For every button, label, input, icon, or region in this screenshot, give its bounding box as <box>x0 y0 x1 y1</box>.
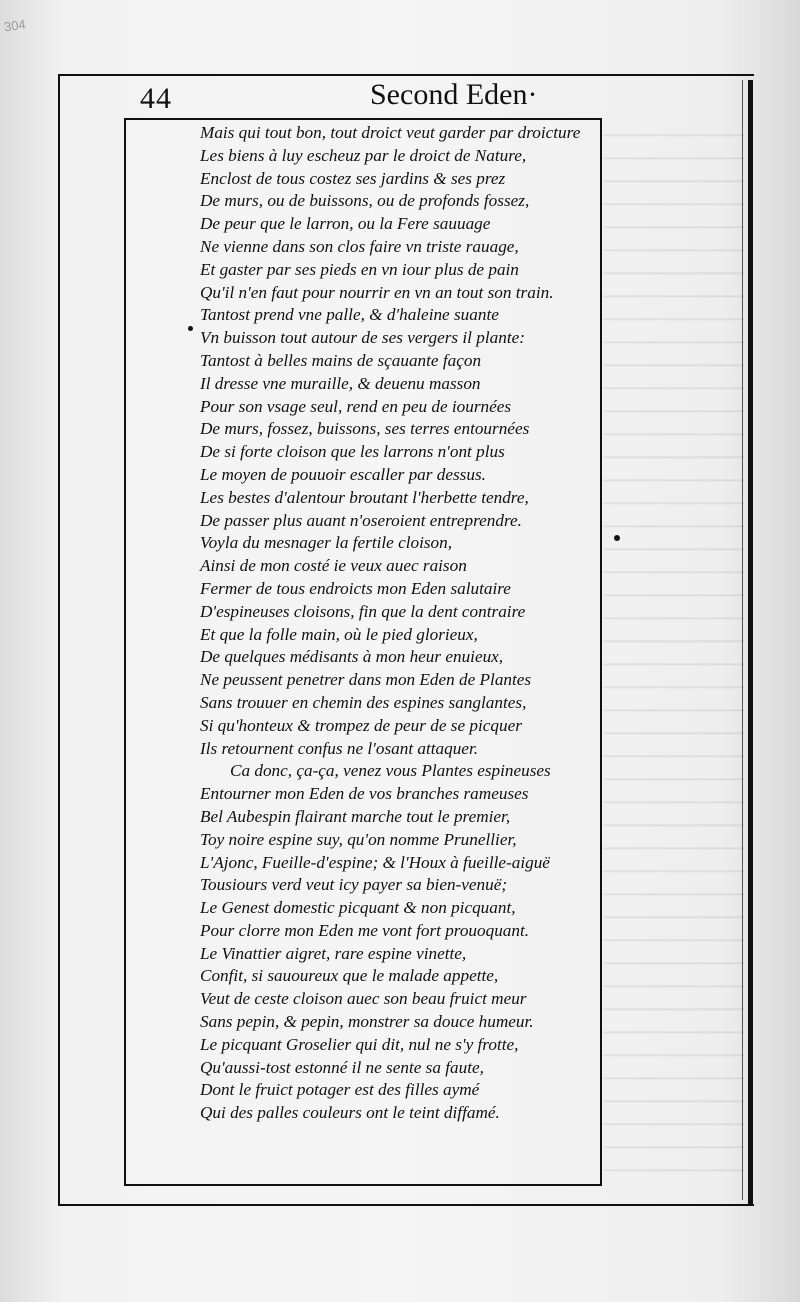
poem-line: De quelques médisants à mon heur enuieux, <box>200 647 504 667</box>
page-number: 44 <box>140 82 172 115</box>
page-header <box>140 78 540 118</box>
poem-line: Mais qui tout bon, tout droict veut garder par droicture <box>200 123 581 142</box>
poem-line: Tousiours verd veut icy payer sa bien-venuë; <box>200 875 508 895</box>
poem-line: Ne peussent penetrer dans mon Eden de Plantes <box>200 670 532 690</box>
poem-line: Le Genest domestic picquant & non picquant, <box>200 898 516 918</box>
poem-line: Vn buisson tout autour de ses vergers il plante: <box>200 328 525 348</box>
poem-line: Qu'aussi-tost estonné il ne sente sa faute, <box>200 1057 484 1077</box>
poem-line: Sans pepin, & pepin, monstrer sa douce humeur. <box>200 1012 534 1032</box>
margin-note: 304 <box>3 16 27 35</box>
running-title: Second Eden· <box>370 78 538 111</box>
poem-line: Pour son vsage seul, rend en peu de iournées <box>200 396 512 416</box>
poem-line: Toy noire espine suy, qu'on nomme Prunellier, <box>200 829 517 849</box>
poem-line: L'Ajonc, Fueille-d'espine; & l'Houx à fueille-aiguë <box>200 852 550 872</box>
poem-line: Veut de ceste cloison auec son beau fruict meur <box>200 989 527 1009</box>
poem-line: Les biens à luy escheuz par le droict de Nature, <box>200 145 527 165</box>
poem-line: Confit, si sauoureux que le malade appette, <box>200 966 499 986</box>
poem-line: Ne vienne dans son clos faire vn triste rauage, <box>200 236 519 256</box>
poem-line: De peur que le larron, ou la Fere sauuage <box>200 214 491 234</box>
poem-line: Voyla du mesnager la fertile cloison, <box>200 533 453 553</box>
outer-frame-right-thin-rule <box>742 80 743 1200</box>
poem-line: Le Vinattier aigret, rare espine vinette, <box>200 943 467 963</box>
poem-line: Et que la folle main, où le pied glorieux, <box>200 624 478 644</box>
poem-line: Pour clorre mon Eden me vont fort prouoquant. <box>200 920 530 940</box>
poem-line: Le picquant Groselier qui dit, nul ne s'y frotte, <box>200 1034 519 1054</box>
poem-line: Ca donc, ça-ça, venez vous Plantes espineuses <box>230 761 551 781</box>
poem-line: D'espineuses cloisons, fin que la dent contraire <box>200 601 526 621</box>
poem-line: Et gaster par ses pieds en vn iour plus de pain <box>200 259 519 279</box>
poem-line: Qu'il n'en faut pour nourrir en vn an tout son train. <box>200 282 554 302</box>
poem-line: Qui des palles couleurs ont le teint diffamé. <box>200 1103 500 1123</box>
poem-line: Tantost prend vne palle, & d'haleine suante <box>200 305 499 325</box>
poem-line: Entourner mon Eden de vos branches rameuses <box>200 784 529 804</box>
poem-line: De murs, ou de buissons, ou de profonds fossez, <box>200 191 530 211</box>
poem-line: Tantost à belles mains de sçauante façon <box>200 350 482 370</box>
poem-line: De passer plus auant n'oseroient entreprendre. <box>200 510 522 530</box>
poem-line: Bel Aubespin flairant marche tout le premier, <box>200 806 511 826</box>
poem-line: Ainsi de mon costé ie veux auec raison <box>200 556 467 576</box>
poem-line: De si forte cloison que les larrons n'ont plus <box>200 442 505 462</box>
poem-line: Si qu'honteux & trompez de peur de se picquer <box>200 715 522 735</box>
margin-bullet <box>188 326 193 331</box>
poem-line: Ils retournent confus ne l'osant attaquer. <box>200 738 479 758</box>
outer-frame-right-rule <box>748 80 753 1206</box>
poem-text <box>200 122 596 1125</box>
poem-line: Fermer de tous endroicts mon Eden salutaire <box>200 578 511 598</box>
poem-line: Les bestes d'alentour broutant l'herbette tendre, <box>200 487 529 507</box>
poem-line: De murs, fossez, buissons, ses terres entournées <box>200 419 530 439</box>
ink-dot <box>614 535 620 541</box>
poem-line: Le moyen de pouuoir escaller par dessus. <box>200 464 486 484</box>
poem-line: Enclost de tous costez ses jardins & ses prez <box>200 168 506 188</box>
poem-line: Il dresse vne muraille, & deuenu masson <box>200 373 481 393</box>
poem-line: Sans trouuer en chemin des espines sanglantes, <box>200 692 527 712</box>
outer-frame-left-rule <box>58 74 60 1204</box>
poem-line: Dont le fruict potager est des filles aymé <box>200 1080 480 1100</box>
